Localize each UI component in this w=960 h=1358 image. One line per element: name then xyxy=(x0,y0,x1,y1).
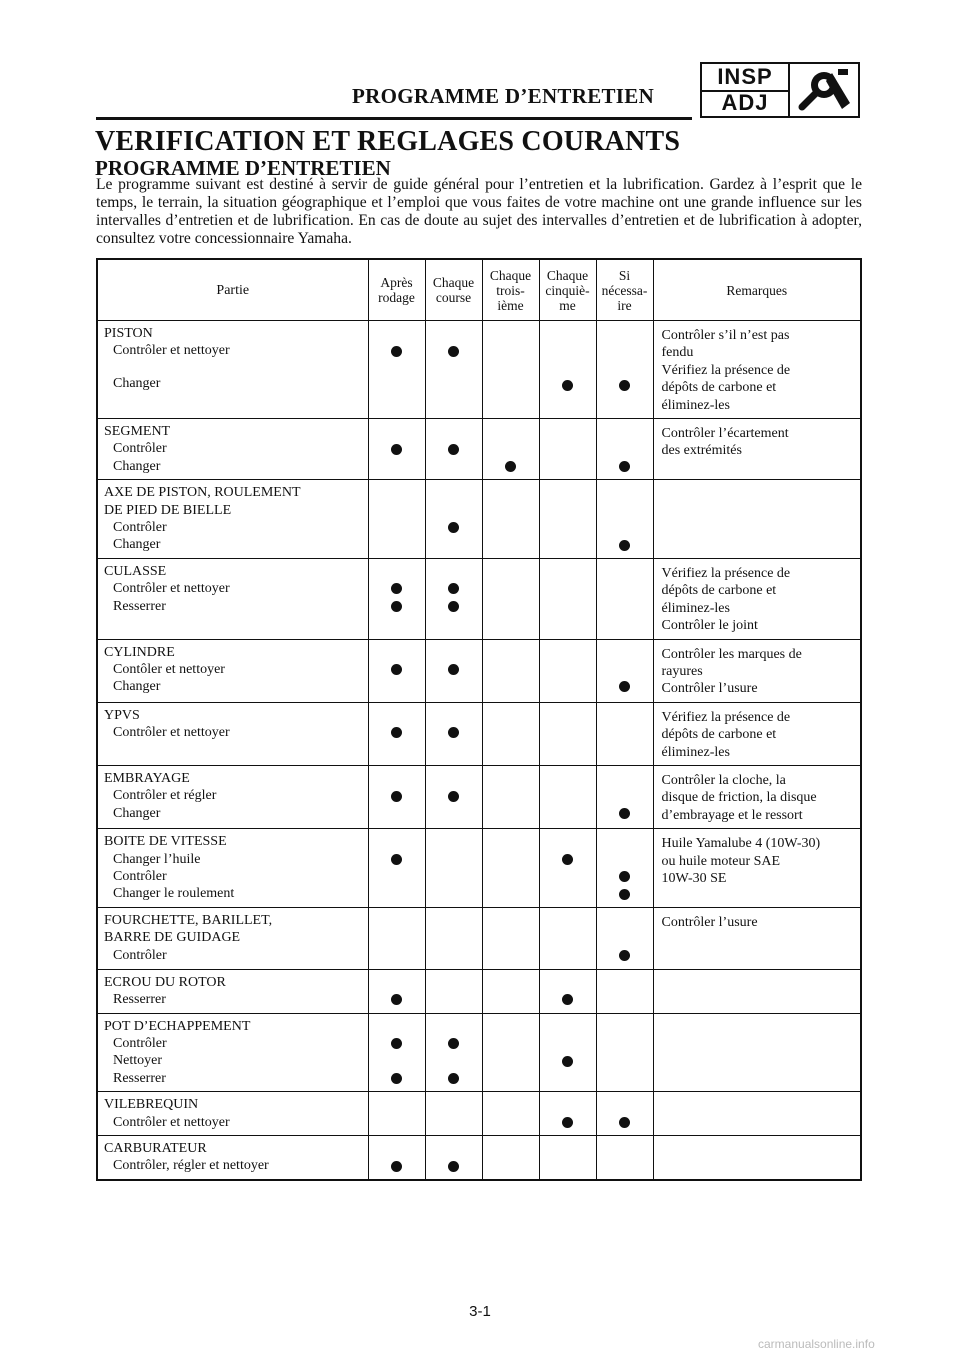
remark-line: d’embrayage et le ressort xyxy=(661,807,803,823)
operation-label: Contôler et nettoyer xyxy=(113,661,225,677)
remark-line: dépôts de carbone et xyxy=(661,583,777,599)
insp-adj-badge xyxy=(700,62,860,118)
operation-label: Contrôler xyxy=(113,868,167,884)
interval-cell xyxy=(482,765,539,828)
schedule-dot xyxy=(448,791,459,802)
remark-line: Vérifiez la présence de xyxy=(661,565,791,581)
table-row xyxy=(97,321,861,419)
maintenance-schedule-table xyxy=(96,258,862,1181)
part-name: POT D’ECHAPPEMENT xyxy=(104,1018,251,1034)
remark-line: ou huile moteur SAE xyxy=(661,853,781,869)
schedule-dot xyxy=(448,522,459,533)
interval-cell xyxy=(425,321,482,419)
interval-cell xyxy=(368,1013,425,1092)
schedule-dot xyxy=(391,1161,402,1172)
interval-cell xyxy=(482,969,539,1013)
interval-cell xyxy=(368,558,425,639)
remarks-cell xyxy=(653,1136,861,1180)
operation-label: Changer l’huile xyxy=(113,851,201,867)
column-header-line: ire xyxy=(617,297,632,313)
operation-label: Contrôler xyxy=(113,441,167,457)
interval-cell xyxy=(368,480,425,559)
interval-cell xyxy=(425,639,482,702)
inspect-adjust-icon xyxy=(794,67,856,113)
schedule-dot xyxy=(562,380,573,391)
remark-line: éliminez-les xyxy=(661,744,730,760)
interval-cell xyxy=(539,1013,596,1092)
remark-line: Contrôler s’il n’est pas xyxy=(661,328,790,343)
operation-label: Nettoyer xyxy=(113,1053,162,1069)
part-name: VILEBREQUIN xyxy=(104,1097,199,1113)
page-number: 3-1 xyxy=(469,1303,491,1320)
remark-line: éliminez-les xyxy=(661,600,730,616)
interval-cell xyxy=(368,907,425,969)
interval-cell xyxy=(425,1013,482,1092)
interval-cell xyxy=(425,702,482,765)
column-header-line: Après xyxy=(380,275,413,290)
operation-label: Changer xyxy=(113,375,161,391)
part-name: FOURCHETTE, BARILLET, xyxy=(104,912,273,928)
table-row xyxy=(97,1013,861,1092)
part-cell xyxy=(97,321,368,419)
header-rule xyxy=(96,117,692,120)
operation-label xyxy=(104,360,368,375)
part-cell xyxy=(97,702,368,765)
remark-line: Vérifiez la présence de xyxy=(661,362,791,378)
schedule-dot xyxy=(619,681,630,692)
interval-cell xyxy=(425,480,482,559)
remark-line: Contrôler les marques de xyxy=(661,646,802,662)
schedule-dot xyxy=(391,1038,402,1049)
schedule-dot xyxy=(619,461,630,472)
interval-cell xyxy=(482,558,539,639)
schedule-dot xyxy=(448,601,459,612)
interval-cell xyxy=(482,639,539,702)
part-name: DE PIED DE BIELLE xyxy=(104,502,232,518)
table-body xyxy=(97,321,861,1180)
remark-line: éliminez-les xyxy=(661,397,730,413)
remarks-cell xyxy=(653,829,861,908)
interval-cell xyxy=(539,321,596,419)
interval-cell xyxy=(539,558,596,639)
column-header-line: cinquiè- xyxy=(545,282,590,298)
interval-cell xyxy=(425,765,482,828)
schedule-dot xyxy=(448,664,459,675)
remark-line: dépôts de carbone et xyxy=(661,380,777,396)
interval-cell xyxy=(596,1013,653,1092)
schedule-dot xyxy=(391,994,402,1005)
remarks-cell xyxy=(653,419,861,480)
interval-cell xyxy=(539,969,596,1013)
schedule-dot xyxy=(391,664,402,675)
schedule-dot xyxy=(505,461,516,472)
table-row xyxy=(97,419,861,480)
remarks-cell xyxy=(653,480,861,559)
operation-label: Contrôler xyxy=(113,947,167,963)
column-header-line: course xyxy=(435,290,472,305)
interval-cell xyxy=(425,419,482,480)
table-row xyxy=(97,480,861,559)
watermark: carmanualsonline.info xyxy=(758,1337,875,1351)
interval-cell xyxy=(368,639,425,702)
part-cell xyxy=(97,829,368,908)
interval-cell xyxy=(596,702,653,765)
schedule-dot xyxy=(448,1161,459,1172)
column-header xyxy=(97,259,368,321)
schedule-dot xyxy=(562,1056,573,1067)
part-cell xyxy=(97,765,368,828)
interval-cell xyxy=(368,765,425,828)
interval-cell xyxy=(425,969,482,1013)
interval-cell xyxy=(368,969,425,1013)
column-header xyxy=(596,259,653,321)
remark-line: 10W-30 SE xyxy=(661,870,727,886)
operation-label: Resserrer xyxy=(113,992,166,1008)
operation-label: Resserrer xyxy=(113,598,166,614)
remark-line: Contrôler l’usure xyxy=(661,914,758,930)
schedule-dot xyxy=(448,444,459,455)
interval-cell xyxy=(425,829,482,908)
schedule-dot xyxy=(448,1038,459,1049)
interval-cell xyxy=(482,321,539,419)
remark-line: rayures xyxy=(661,663,703,679)
part-cell xyxy=(97,1092,368,1136)
remark-line: Contrôler le joint xyxy=(661,618,758,634)
schedule-dot xyxy=(391,854,402,865)
interval-cell xyxy=(482,1013,539,1092)
operation-label: Resserrer xyxy=(113,1070,166,1086)
schedule-dot xyxy=(391,727,402,738)
part-name: CYLINDRE xyxy=(104,644,175,660)
remarks-cell xyxy=(653,558,861,639)
schedule-dot xyxy=(619,808,630,819)
table-row xyxy=(97,907,861,969)
interval-cell xyxy=(368,1136,425,1180)
operation-label: Changer xyxy=(113,537,161,553)
column-header-line: nécessa- xyxy=(601,282,648,298)
table-row xyxy=(97,765,861,828)
interval-cell xyxy=(482,419,539,480)
schedule-dot xyxy=(448,1073,459,1084)
schedule-dot xyxy=(619,871,630,882)
table-row xyxy=(97,702,861,765)
part-cell xyxy=(97,639,368,702)
interval-cell xyxy=(368,419,425,480)
part-name: YPVS xyxy=(104,707,140,723)
column-header xyxy=(425,259,482,321)
badge-divider xyxy=(788,64,790,116)
interval-cell xyxy=(368,829,425,908)
schedule-dot xyxy=(391,601,402,612)
column-header-line: Chaque xyxy=(489,267,532,283)
part-name: CARBURATEUR xyxy=(104,1141,207,1157)
interval-cell xyxy=(596,907,653,969)
interval-cell xyxy=(539,907,596,969)
part-cell xyxy=(97,907,368,969)
schedule-dot xyxy=(562,994,573,1005)
interval-cell xyxy=(596,765,653,828)
remarks-cell xyxy=(653,907,861,969)
remark-line: Contrôler la cloche, la xyxy=(661,772,786,788)
remark-line: fendu xyxy=(661,345,694,361)
operation-label: Contrôler et nettoyer xyxy=(113,581,230,597)
operation-label: Contrôler xyxy=(113,1036,167,1051)
column-header-line: Remarques xyxy=(726,282,788,298)
interval-cell xyxy=(539,829,596,908)
interval-cell xyxy=(539,1136,596,1180)
column-header xyxy=(539,259,596,321)
interval-cell xyxy=(596,480,653,559)
remarks-cell xyxy=(653,1092,861,1136)
schedule-dot xyxy=(391,346,402,357)
interval-cell xyxy=(596,639,653,702)
remarks-cell xyxy=(653,702,861,765)
operation-label: Contrôler et nettoyer xyxy=(113,1114,230,1130)
badge-insp-label: INSP xyxy=(702,64,788,92)
table-header-row xyxy=(97,259,861,321)
interval-cell xyxy=(482,702,539,765)
column-header xyxy=(482,259,539,321)
interval-cell xyxy=(425,1136,482,1180)
interval-cell xyxy=(596,829,653,908)
interval-cell xyxy=(539,1092,596,1136)
part-name: ECROU DU ROTOR xyxy=(104,974,226,990)
part-cell xyxy=(97,419,368,480)
part-name: AXE DE PISTON, ROULEMENT xyxy=(104,485,301,501)
schedule-dot xyxy=(619,380,630,391)
interval-cell xyxy=(596,969,653,1013)
operation-label: Contrôler et régler xyxy=(113,788,217,804)
section-heading: VERIFICATION ET REGLAGES COURANTS xyxy=(95,126,681,157)
schedule-dot xyxy=(391,791,402,802)
part-name: CULASSE xyxy=(104,563,167,579)
part-name: PISTON xyxy=(104,326,153,341)
interval-cell xyxy=(368,1092,425,1136)
schedule-dot xyxy=(448,583,459,594)
interval-cell xyxy=(596,419,653,480)
part-cell xyxy=(97,480,368,559)
remark-line: Contrôler l’usure xyxy=(661,681,758,697)
interval-cell xyxy=(482,480,539,559)
part-name: EMBRAYAGE xyxy=(104,770,190,786)
interval-cell xyxy=(425,558,482,639)
column-header-line: Partie xyxy=(216,282,250,298)
part-cell xyxy=(97,1013,368,1092)
remarks-cell xyxy=(653,765,861,828)
remarks-cell xyxy=(653,1013,861,1092)
table-row xyxy=(97,558,861,639)
subsection-heading: PROGRAMME D’ENTRETIEN xyxy=(95,156,391,180)
column-header-line: trois- xyxy=(496,282,525,298)
remarks-cell xyxy=(653,321,861,419)
table-row xyxy=(97,829,861,908)
running-header-title: PROGRAMME D’ENTRETIEN xyxy=(352,84,655,108)
schedule-dot xyxy=(391,444,402,455)
remark-line: Contrôler l’écartement xyxy=(661,426,789,442)
part-cell xyxy=(97,558,368,639)
interval-cell xyxy=(539,765,596,828)
column-header-line: Chaque xyxy=(546,267,589,283)
schedule-dot xyxy=(619,950,630,961)
schedule-dot xyxy=(619,1117,630,1128)
interval-cell xyxy=(368,321,425,419)
schedule-dot xyxy=(619,540,630,551)
remarks-cell xyxy=(653,639,861,702)
schedule-dot xyxy=(448,346,459,357)
column-header-line: Si xyxy=(618,267,631,283)
table-row xyxy=(97,639,861,702)
interval-cell xyxy=(539,480,596,559)
remark-line: disque de friction, la disque xyxy=(661,790,817,806)
remark-line: des extrémités xyxy=(661,443,742,459)
column-header-line: me xyxy=(559,297,576,313)
interval-cell xyxy=(482,1136,539,1180)
interval-cell xyxy=(596,321,653,419)
operation-label: Contrôler et nettoyer xyxy=(113,343,230,359)
remark-line: Vérifiez la présence de xyxy=(661,709,791,725)
interval-cell xyxy=(596,1092,653,1136)
schedule-dot xyxy=(562,1117,573,1128)
column-header-line: ième xyxy=(497,297,524,313)
table-row xyxy=(97,969,861,1013)
interval-cell xyxy=(596,1136,653,1180)
part-name: BARRE DE GUIDAGE xyxy=(104,930,241,946)
badge-adj-label: ADJ xyxy=(721,90,769,115)
schedule-dot xyxy=(562,854,573,865)
operation-label: Changer xyxy=(113,805,161,821)
interval-cell xyxy=(482,829,539,908)
schedule-dot xyxy=(448,727,459,738)
part-name: BOITE DE VITESSE xyxy=(104,834,227,850)
schedule-dot xyxy=(391,1073,402,1084)
operation-label: Changer xyxy=(113,679,161,695)
part-cell xyxy=(97,1136,368,1180)
part-name: SEGMENT xyxy=(104,424,171,440)
interval-cell xyxy=(539,419,596,480)
table-row xyxy=(97,1136,861,1180)
remark-line: dépôts de carbone et xyxy=(661,727,777,743)
interval-cell xyxy=(368,702,425,765)
interval-cell xyxy=(596,558,653,639)
column-header-line: rodage xyxy=(378,290,415,305)
intro-paragraph: Le programme suivant est destiné à servir de guide général pour l’entretien et la lubrification. Gardez à l’esprit que le temps, le terrain, la situation géographique et l’emploi que vous faites de votre machine ont une grande influence sur les intervalles d’entretien et de lubrification. En cas de doute au sujet des intervalles d’entretien et de lubrification à adopter, consultez votre concessionnaire Yamaha. xyxy=(96,176,862,247)
schedule-dot xyxy=(391,583,402,594)
interval-cell xyxy=(482,1092,539,1136)
column-header-line: Chaque xyxy=(432,275,475,290)
operation-label: Contrôler xyxy=(113,520,167,536)
part-cell xyxy=(97,969,368,1013)
column-header xyxy=(653,259,861,321)
remark-line: Huile Yamalube 4 (10W-30) xyxy=(661,836,821,852)
interval-cell xyxy=(539,702,596,765)
remarks-cell xyxy=(653,969,861,1013)
operation-label: Changer xyxy=(113,458,161,474)
operation-label: Changer le roulement xyxy=(113,886,235,902)
column-header xyxy=(368,259,425,321)
interval-cell xyxy=(539,639,596,702)
interval-cell xyxy=(482,907,539,969)
schedule-dot xyxy=(619,889,630,900)
table-row xyxy=(97,1092,861,1136)
operation-label: Contrôler, régler et nettoyer xyxy=(113,1158,269,1174)
interval-cell xyxy=(425,1092,482,1136)
operation-label: Contrôler et nettoyer xyxy=(113,725,230,741)
interval-cell xyxy=(425,907,482,969)
